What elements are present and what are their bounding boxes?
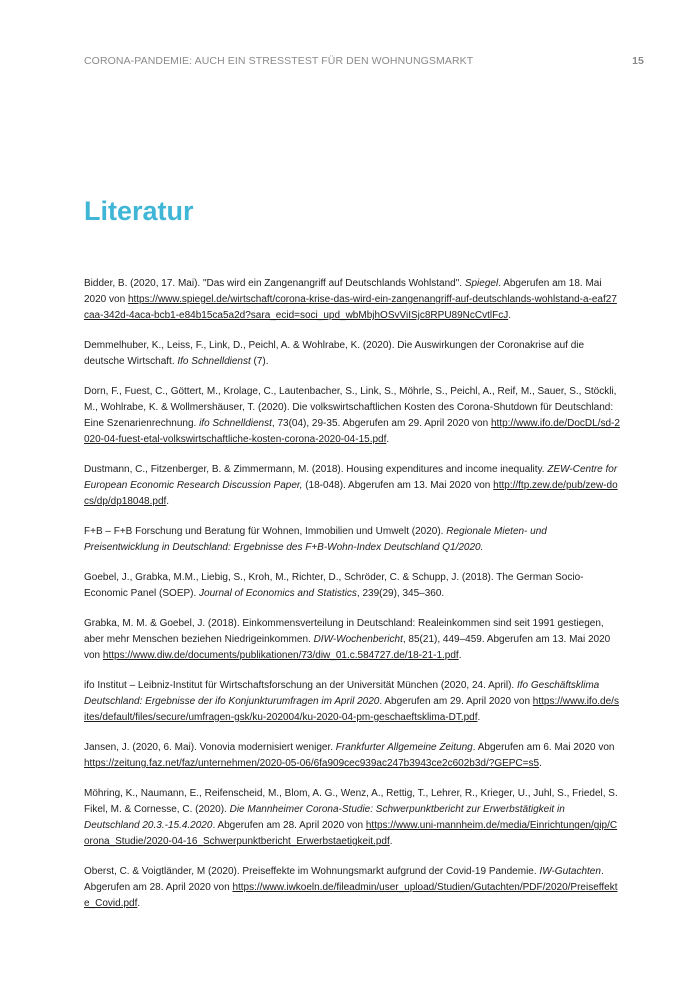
reference-list	[84, 276, 620, 926]
reference-entry	[84, 678, 620, 726]
reference-text: . Abgerufen am 6. Mai 2020 von	[472, 742, 615, 753]
page-number: 15	[632, 55, 644, 67]
reference-source: Spiegel	[464, 278, 499, 289]
reference-entry	[84, 570, 620, 602]
reference-text: .	[137, 898, 141, 909]
reference-source: Ifo Schnelldienst	[177, 356, 251, 367]
reference-text: , 239(29), 345–360.	[356, 588, 445, 599]
reference-entry	[84, 462, 620, 510]
reference-text: . Abgerufen am 18. Mai 2020 von	[84, 278, 602, 305]
reference-text: . Abgerufen am 29. April 2020 von	[379, 696, 533, 707]
reference-source: DIW-Wochenbericht	[313, 634, 403, 645]
reference-text: (7).	[250, 356, 269, 367]
reference-link[interactable]: https://www.ifo.de/sites/default/files/secure/umfragen-gsk/ku-202004/ku-2020-04-pm-geschaeftsklima-DT.pdf	[84, 696, 619, 723]
reference-source: Frankfurter Allgemeine Zeitung	[335, 742, 473, 753]
reference-source: IW-Gutachten	[539, 866, 601, 877]
reference-link[interactable]: https://www.uni-mannheim.de/media/Einrichtungen/gip/Corona_Studie/2020-04-16_Schwerpunktbericht_Erwerbstaetigkeit.pdf	[84, 820, 618, 847]
reference-entry	[84, 864, 620, 912]
reference-text: , 73(04), 29-35. Abgerufen am 29. April 2020 von	[271, 418, 491, 429]
reference-link[interactable]: https://www.diw.de/documents/publikationen/73/diw_01.c.584727.de/18-21-1.pdf	[102, 650, 459, 661]
reference-text: Dustmann, C., Fitzenberger, B. & Zimmermann, M. (2018). Housing expenditures and income inequality.	[84, 464, 548, 475]
reference-text: F+B – F+B Forschung und Beratung für Wohnen, Immobilien und Umwelt (2020).	[84, 526, 447, 537]
reference-entry	[84, 338, 620, 370]
reference-text: Dorn, F., Fuest, C., Göttert, M., Krolage, C., Lautenbacher, S., Link, S., Möhrle, S., Peichl, A., Reif, M., Sauer, S., Stöckli, M., Wohlrabe, K. & Wollmershäuser, T. (2020). Die volkswirtschaftlichen Kosten des Corona-Shutdown für Deutschland: Eine Szenarienrechnung.	[84, 386, 617, 429]
reference-link[interactable]: https://www.iwkoeln.de/fileadmin/user_upload/Studien/Gutachten/PDF/2020/Preiseffekte_Covid.pdf	[84, 882, 618, 909]
reference-text: Bidder, B. (2020, 17. Mai). "Das wird ein Zangenangriff auf Deutschlands Wohlstand".	[84, 278, 465, 289]
running-title: CORONA-PANDEMIE: AUCH EIN STRESSTEST FÜR DEN WOHNUNGSMARKT	[84, 55, 474, 67]
reference-text: Grabka, M. M. & Goebel, J. (2018). Einkommensverteilung in Deutschland: Realeinkommen sind seit 1991 gestiegen, aber mehr Menschen beziehen Niedrigeinkommen.	[84, 618, 604, 645]
reference-text: ifo Institut – Leibniz-Institut für Wirtschaftsforschung an der Universität München (2020, 24. April).	[84, 680, 517, 691]
reference-text: Goebel, J., Grabka, M.M., Liebig, S., Kroh, M., Richter, D., Schröder, C. & Schupp, J. (2018). The German Socio-Economic Panel (SOEP).	[84, 572, 584, 599]
reference-source: ZEW-Centre for European Economic Research Discussion Paper,	[84, 464, 618, 491]
reference-text: Möhring, K., Naumann, E., Reifenscheid, M., Blom, A. G., Wenz, A., Rettig, T., Lehrer, R., Krieger, U., Juhl, S., Friedel, S. Fikel, M. & Cornesse, C. (2020).	[84, 788, 618, 815]
reference-text: .	[539, 758, 542, 769]
reference-source: Journal of Economics and Statistics	[199, 588, 357, 599]
reference-link[interactable]: http://www.ifo.de/DocDL/sd-2020-04-fuest-etal-volkswirtschaftliche-kosten-corona-2020-04-15.pdf	[84, 418, 620, 445]
reference-link[interactable]: https://zeitung.faz.net/faz/unternehmen/2020-05-06/6fa909cec939ac247b3943ce2c602b3d/?GEPC=s5	[84, 758, 540, 769]
reference-text: .	[166, 496, 170, 507]
reference-text: .	[458, 650, 462, 661]
reference-entry	[84, 740, 620, 772]
reference-text: (18-048). Abgerufen am 13. Mai 2020 von	[302, 480, 494, 491]
reference-text: . Abgerufen am 28. April 2020 von	[84, 866, 604, 893]
reference-source: Regionale Mieten- und Preisentwicklung in Deutschland: Ergebnisse des F+B-Wohn-Index Deutschland Q1/2020.	[84, 526, 547, 553]
reference-text: Oberst, C. & Voigtländer, M (2020). Preiseffekte im Wohnungsmarkt aufgrund der Covid-19 Pandemie.	[84, 866, 540, 877]
reference-entry	[84, 786, 620, 850]
reference-entry	[84, 384, 620, 448]
reference-source: ifo Schnelldienst	[199, 418, 272, 429]
reference-text: .	[508, 310, 512, 321]
reference-text: .	[386, 434, 390, 445]
reference-source: Ifo Geschäftsklima Deutschland: Ergebnisse der ifo Konjunkturumfragen im April 2020	[84, 680, 600, 707]
reference-text: Jansen, J. (2020, 6. Mai). Vonovia modernisiert weniger.	[84, 742, 336, 753]
reference-link[interactable]: https://www.spiegel.de/wirtschaft/corona-krise-das-wird-ein-zangenangriff-auf-deutschlands-wohlstand-a-eaf27caa-342d-4aca-bcb1-e84b15ca5a2d?sara_ecid=soci_upd_wbMbjhOSvViISjc8RPU89NcCvtlFcJ	[84, 294, 617, 321]
reference-link[interactable]: http://ftp.zew.de/pub/zew-docs/dp/dp18048.pdf	[84, 480, 618, 507]
reference-text: Demmelhuber, K., Leiss, F., Link, D., Peichl, A. & Wohlrabe, K. (2020). Die Auswirkungen der Coronakrise auf die deutsche Wirtschaft.	[84, 340, 585, 367]
reference-entry	[84, 524, 620, 556]
reference-text: .	[477, 712, 481, 723]
reference-text: , 85(21), 449–459. Abgerufen am 13. Mai 2020 von	[84, 634, 611, 661]
reference-entry	[84, 616, 620, 664]
reference-text: . Abgerufen am 28. April 2020 von	[212, 820, 366, 831]
running-header	[84, 55, 644, 67]
reference-entry	[84, 276, 620, 324]
reference-text: .	[389, 836, 393, 847]
section-title: Literatur	[84, 196, 194, 226]
reference-source: Die Mannheimer Corona-Studie: Schwerpunktbericht zur Erwerbstätigkeit in Deutschland 20.3.-15.4.2020	[84, 804, 565, 831]
